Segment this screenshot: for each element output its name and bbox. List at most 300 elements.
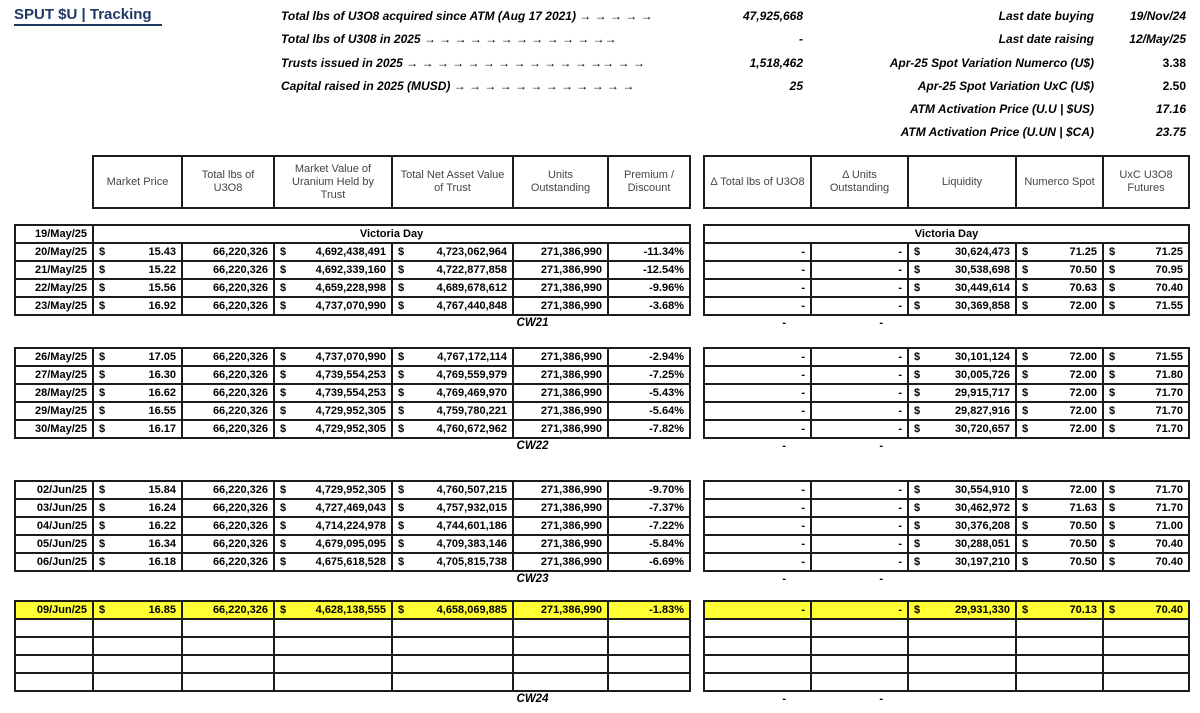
cell-premium[interactable]: -5.64% xyxy=(608,402,690,420)
cell-market-value[interactable]: $ 4,714,224,978 xyxy=(274,517,392,535)
cell-delta-lbs[interactable]: - xyxy=(704,535,811,553)
cell-numerco-spot[interactable]: $ 72.00 xyxy=(1016,420,1103,438)
data-row xyxy=(15,261,690,279)
cell-liquidity[interactable]: $ 30,197,210 xyxy=(908,553,1016,571)
cell-units[interactable]: 271,386,990 xyxy=(513,297,608,315)
empty-row xyxy=(704,637,1189,655)
cell-total-lbs[interactable]: 66,220,326 xyxy=(182,261,274,279)
empty-cell[interactable] xyxy=(1103,619,1189,637)
cell-nav[interactable]: $ 4,689,678,612 xyxy=(392,279,513,297)
empty-cell[interactable] xyxy=(392,637,513,655)
data-row xyxy=(704,348,1189,366)
cell-date[interactable]: 26/May/25 xyxy=(15,348,93,366)
empty-cell[interactable] xyxy=(1103,673,1189,691)
cell-delta-units[interactable]: - xyxy=(811,481,908,499)
cell-numerco-spot[interactable]: $ 70.50 xyxy=(1016,553,1103,571)
cell-market-value[interactable]: $ 4,675,618,528 xyxy=(274,553,392,571)
cell-uxc-futures[interactable]: $ 71.70 xyxy=(1103,420,1189,438)
empty-cell[interactable] xyxy=(608,673,690,691)
cell-nav[interactable]: $ 4,658,069,885 xyxy=(392,601,513,619)
column-header-delta-lbs[interactable]: Δ Total lbs of U3O8 xyxy=(704,156,811,208)
cell-total-lbs[interactable]: 66,220,326 xyxy=(182,481,274,499)
cell-numerco-spot[interactable]: $ 72.00 xyxy=(1016,402,1103,420)
cell-total-lbs[interactable]: 66,220,326 xyxy=(182,553,274,571)
cell-units[interactable]: 271,386,990 xyxy=(513,517,608,535)
cell-market-value[interactable]: $ 4,679,095,095 xyxy=(274,535,392,553)
empty-cell[interactable] xyxy=(811,637,908,655)
cell-liquidity[interactable]: $ 29,827,916 xyxy=(908,402,1016,420)
week-cw22-left-table xyxy=(14,347,691,439)
cell-total-lbs[interactable]: 66,220,326 xyxy=(182,366,274,384)
cell-liquidity[interactable]: $ 30,376,208 xyxy=(908,517,1016,535)
cell-premium[interactable]: -9.70% xyxy=(608,481,690,499)
cell-units[interactable]: 271,386,990 xyxy=(513,384,608,402)
cell-liquidity[interactable]: $ 29,931,330 xyxy=(908,601,1016,619)
cell-date[interactable]: 09/Jun/25 xyxy=(15,601,93,619)
data-row xyxy=(704,402,1189,420)
cell-premium[interactable]: -7.25% xyxy=(608,366,690,384)
cell-market-value[interactable]: $ 4,729,952,305 xyxy=(274,402,392,420)
empty-cell[interactable] xyxy=(908,655,1016,673)
cell-market-value[interactable]: $ 4,737,070,990 xyxy=(274,348,392,366)
cell-delta-lbs[interactable]: - xyxy=(704,420,811,438)
cell-numerco-spot[interactable]: $ 70.50 xyxy=(1016,261,1103,279)
cell-market-price[interactable]: $ 16.62 xyxy=(93,384,182,402)
cell-units[interactable]: 271,386,990 xyxy=(513,535,608,553)
cell-nav[interactable]: $ 4,760,672,962 xyxy=(392,420,513,438)
empty-row xyxy=(704,655,1189,673)
empty-cell[interactable] xyxy=(274,637,392,655)
cell-total-lbs[interactable]: 66,220,326 xyxy=(182,297,274,315)
cell-uxc-futures[interactable]: $ 71.70 xyxy=(1103,402,1189,420)
cell-delta-units[interactable]: - xyxy=(811,384,908,402)
cell-numerco-spot[interactable]: $ 72.00 xyxy=(1016,366,1103,384)
cell-units[interactable]: 271,386,990 xyxy=(513,243,608,261)
column-header-nav[interactable]: Total Net Asset Value of Trust xyxy=(392,156,513,208)
cell-liquidity[interactable]: $ 30,538,698 xyxy=(908,261,1016,279)
cell-market-price[interactable]: $ 16.55 xyxy=(93,402,182,420)
annotation-label: Total lbs of U3O8 acquired since ATM (Aug 17 2021) → → → → → xyxy=(281,9,653,23)
cell-nav[interactable]: $ 4,759,780,221 xyxy=(392,402,513,420)
cell-delta-units[interactable]: - xyxy=(811,601,908,619)
cell-total-lbs[interactable]: 66,220,326 xyxy=(182,420,274,438)
cell-date[interactable]: 30/May/25 xyxy=(15,420,93,438)
cell-delta-lbs[interactable]: - xyxy=(704,402,811,420)
empty-cell[interactable] xyxy=(513,655,608,673)
column-header-units[interactable]: Units Outstanding xyxy=(513,156,608,208)
empty-cell[interactable] xyxy=(15,673,93,691)
cell-market-price[interactable]: $ 15.22 xyxy=(93,261,182,279)
cell-delta-lbs[interactable]: - xyxy=(704,366,811,384)
cell-uxc-futures[interactable]: $ 71.70 xyxy=(1103,499,1189,517)
cell-market-value[interactable]: $ 4,729,952,305 xyxy=(274,481,392,499)
cell-numerco-spot[interactable]: $ 72.00 xyxy=(1016,384,1103,402)
cell-total-lbs[interactable]: 66,220,326 xyxy=(182,499,274,517)
cell-premium[interactable]: -9.96% xyxy=(608,279,690,297)
cell-liquidity[interactable]: $ 30,720,657 xyxy=(908,420,1016,438)
empty-cell[interactable] xyxy=(513,637,608,655)
cell-date[interactable]: 29/May/25 xyxy=(15,402,93,420)
cell-uxc-futures[interactable]: $ 71.70 xyxy=(1103,481,1189,499)
data-row xyxy=(15,535,690,553)
empty-cell[interactable] xyxy=(608,619,690,637)
cell-market-value[interactable]: $ 4,739,554,253 xyxy=(274,384,392,402)
empty-cell[interactable] xyxy=(392,619,513,637)
data-row xyxy=(704,297,1189,315)
cell-delta-units[interactable]: - xyxy=(811,499,908,517)
empty-cell[interactable] xyxy=(1016,655,1103,673)
empty-cell[interactable] xyxy=(392,673,513,691)
cell-delta-lbs[interactable]: - xyxy=(704,243,811,261)
cell-uxc-futures[interactable]: $ 70.40 xyxy=(1103,535,1189,553)
cell-uxc-futures[interactable]: $ 71.55 xyxy=(1103,348,1189,366)
annotation-label: ATM Activation Price (U.UN | $CA) xyxy=(900,125,1094,139)
cell-total-lbs[interactable]: 66,220,326 xyxy=(182,535,274,553)
cell-units[interactable]: 271,386,990 xyxy=(513,348,608,366)
cell-numerco-spot[interactable]: $ 70.50 xyxy=(1016,535,1103,553)
empty-cell[interactable] xyxy=(1103,637,1189,655)
header-row xyxy=(93,156,690,208)
cell-market-value[interactable]: $ 4,727,469,043 xyxy=(274,499,392,517)
cell-units[interactable]: 271,386,990 xyxy=(513,261,608,279)
weekly-delta-units-total: - xyxy=(879,317,883,329)
cell-uxc-futures[interactable]: $ 71.70 xyxy=(1103,384,1189,402)
cell-date[interactable]: 02/Jun/25 xyxy=(15,481,93,499)
cell-premium[interactable]: -11.34% xyxy=(608,243,690,261)
cell-market-price[interactable]: $ 16.24 xyxy=(93,499,182,517)
cell-numerco-spot[interactable]: $ 71.63 xyxy=(1016,499,1103,517)
cell-total-lbs[interactable]: 66,220,326 xyxy=(182,348,274,366)
cell-delta-lbs[interactable]: - xyxy=(704,481,811,499)
cell-liquidity[interactable]: $ 30,624,473 xyxy=(908,243,1016,261)
cell-nav[interactable]: $ 4,709,383,146 xyxy=(392,535,513,553)
cell-total-lbs[interactable]: 66,220,326 xyxy=(182,279,274,297)
cell-date[interactable]: 23/May/25 xyxy=(15,297,93,315)
cell-date[interactable]: 28/May/25 xyxy=(15,384,93,402)
cell-premium[interactable]: -7.82% xyxy=(608,420,690,438)
cell-market-value[interactable]: $ 4,659,228,998 xyxy=(274,279,392,297)
week-footer-cw22 xyxy=(0,440,1200,454)
cell-units[interactable]: 271,386,990 xyxy=(513,366,608,384)
cell-date[interactable]: 06/Jun/25 xyxy=(15,553,93,571)
cell-delta-units[interactable]: - xyxy=(811,517,908,535)
cell-market-value[interactable]: $ 4,628,138,555 xyxy=(274,601,392,619)
empty-cell[interactable] xyxy=(15,619,93,637)
cell-delta-lbs[interactable]: - xyxy=(704,553,811,571)
cell-nav[interactable]: $ 4,722,877,858 xyxy=(392,261,513,279)
cell-delta-units[interactable]: - xyxy=(811,297,908,315)
cell-date[interactable]: 21/May/25 xyxy=(15,261,93,279)
cell-market-value[interactable]: $ 4,692,339,160 xyxy=(274,261,392,279)
cell-date[interactable]: 03/Jun/25 xyxy=(15,499,93,517)
empty-cell[interactable] xyxy=(704,637,811,655)
cell-total-lbs[interactable]: 66,220,326 xyxy=(182,517,274,535)
data-row xyxy=(15,420,690,438)
weekly-delta-lbs-total: - xyxy=(782,693,786,705)
empty-cell[interactable] xyxy=(274,673,392,691)
holiday-label[interactable]: Victoria Day xyxy=(704,225,1189,243)
cell-uxc-futures[interactable]: $ 70.40 xyxy=(1103,279,1189,297)
cell-market-value[interactable]: $ 4,737,070,990 xyxy=(274,297,392,315)
cell-nav[interactable]: $ 4,767,172,114 xyxy=(392,348,513,366)
cell-liquidity[interactable]: $ 30,554,910 xyxy=(908,481,1016,499)
annotation-value: 17.16 xyxy=(1155,102,1186,116)
annotation-label: Capital raised in 2025 (MUSD) → → → → → → → → → → → → xyxy=(281,79,635,93)
empty-cell[interactable] xyxy=(1103,655,1189,673)
cell-date[interactable]: 05/Jun/25 xyxy=(15,535,93,553)
cell-market-price[interactable]: $ 16.85 xyxy=(93,601,182,619)
cell-delta-lbs[interactable]: - xyxy=(704,297,811,315)
annotation-label: Total lbs of U308 in 2025 → → → → → → → → → → → →→ xyxy=(281,32,617,46)
cell-premium[interactable]: -5.84% xyxy=(608,535,690,553)
empty-row xyxy=(704,619,1189,637)
cell-numerco-spot[interactable]: $ 72.00 xyxy=(1016,481,1103,499)
empty-cell[interactable] xyxy=(908,619,1016,637)
empty-cell[interactable] xyxy=(1016,637,1103,655)
empty-cell[interactable] xyxy=(513,619,608,637)
column-header-total-lbs[interactable]: Total lbs of U3O8 xyxy=(182,156,274,208)
empty-row xyxy=(15,655,690,673)
cell-nav[interactable]: $ 4,723,062,964 xyxy=(392,243,513,261)
cell-numerco-spot[interactable]: $ 70.13 xyxy=(1016,601,1103,619)
cell-market-value[interactable]: $ 4,739,554,253 xyxy=(274,366,392,384)
cell-liquidity[interactable]: $ 30,462,972 xyxy=(908,499,1016,517)
empty-cell[interactable] xyxy=(93,637,182,655)
empty-cell[interactable] xyxy=(811,673,908,691)
annotation-value: 19/Nov/24 xyxy=(1129,9,1186,23)
cell-total-lbs[interactable]: 66,220,326 xyxy=(182,384,274,402)
empty-cell[interactable] xyxy=(15,655,93,673)
annotation-value: 2.50 xyxy=(1162,79,1186,93)
weekly-delta-units-total: - xyxy=(879,693,883,705)
data-row xyxy=(704,535,1189,553)
cell-market-price[interactable]: $ 15.56 xyxy=(93,279,182,297)
empty-cell[interactable] xyxy=(908,637,1016,655)
cell-numerco-spot[interactable]: $ 71.25 xyxy=(1016,243,1103,261)
empty-cell[interactable] xyxy=(513,673,608,691)
empty-row xyxy=(15,673,690,691)
cell-market-price[interactable]: $ 16.18 xyxy=(93,553,182,571)
data-row xyxy=(704,420,1189,438)
cell-units[interactable]: 271,386,990 xyxy=(513,402,608,420)
cell-uxc-futures[interactable]: $ 71.25 xyxy=(1103,243,1189,261)
cell-nav[interactable]: $ 4,705,815,738 xyxy=(392,553,513,571)
current-day-row xyxy=(15,601,690,619)
cell-delta-lbs[interactable]: - xyxy=(704,384,811,402)
cell-market-value[interactable]: $ 4,692,438,491 xyxy=(274,243,392,261)
cell-premium[interactable]: -2.94% xyxy=(608,348,690,366)
cell-liquidity[interactable]: $ 30,449,614 xyxy=(908,279,1016,297)
week-cw21-right-table xyxy=(703,224,1190,316)
cell-nav[interactable]: $ 4,769,469,970 xyxy=(392,384,513,402)
data-row xyxy=(15,517,690,535)
annotation-value: 25 xyxy=(789,79,803,93)
cell-units[interactable]: 271,386,990 xyxy=(513,481,608,499)
cell-market-price[interactable]: $ 16.22 xyxy=(93,517,182,535)
annotation-value: - xyxy=(799,32,803,46)
cell-total-lbs[interactable]: 66,220,326 xyxy=(182,601,274,619)
cell-total-lbs[interactable]: 66,220,326 xyxy=(182,402,274,420)
cell-nav[interactable]: $ 4,744,601,186 xyxy=(392,517,513,535)
cell-premium[interactable]: -7.37% xyxy=(608,499,690,517)
cell-premium[interactable]: -5.43% xyxy=(608,384,690,402)
cell-nav[interactable]: $ 4,767,440,848 xyxy=(392,297,513,315)
column-header-market-value[interactable]: Market Value of Uranium Held by Trust xyxy=(274,156,392,208)
empty-cell[interactable] xyxy=(1016,673,1103,691)
cell-delta-lbs[interactable]: - xyxy=(704,279,811,297)
empty-cell[interactable] xyxy=(608,637,690,655)
cell-liquidity[interactable]: $ 30,005,726 xyxy=(908,366,1016,384)
empty-cell[interactable] xyxy=(182,673,274,691)
column-header-market-price[interactable]: Market Price xyxy=(93,156,182,208)
empty-cell[interactable] xyxy=(704,619,811,637)
cell-delta-units[interactable]: - xyxy=(811,261,908,279)
weekly-delta-units-total: - xyxy=(879,440,883,452)
data-row xyxy=(15,499,690,517)
cell-delta-units[interactable]: - xyxy=(811,535,908,553)
cell-nav[interactable]: $ 4,757,932,015 xyxy=(392,499,513,517)
cell-numerco-spot[interactable]: $ 70.63 xyxy=(1016,279,1103,297)
annotation-value: 12/May/25 xyxy=(1129,32,1186,46)
holiday-row xyxy=(704,225,1189,243)
cell-numerco-spot[interactable]: $ 72.00 xyxy=(1016,297,1103,315)
cell-liquidity[interactable]: $ 30,288,051 xyxy=(908,535,1016,553)
cell-delta-lbs[interactable]: - xyxy=(704,517,811,535)
data-row xyxy=(704,481,1189,499)
annotation-label: Apr-25 Spot Variation UxC (U$) xyxy=(917,79,1094,93)
empty-cell[interactable] xyxy=(93,673,182,691)
column-header-delta-units[interactable]: Δ Units Outstanding xyxy=(811,156,908,208)
cell-uxc-futures[interactable]: $ 70.40 xyxy=(1103,601,1189,619)
cell-premium[interactable]: -1.83% xyxy=(608,601,690,619)
cell-uxc-futures[interactable]: $ 71.80 xyxy=(1103,366,1189,384)
cell-uxc-futures[interactable]: $ 70.95 xyxy=(1103,261,1189,279)
annotation-label: Last date buying xyxy=(998,9,1094,23)
cell-delta-units[interactable]: - xyxy=(811,366,908,384)
empty-cell[interactable] xyxy=(15,637,93,655)
data-row xyxy=(15,279,690,297)
data-row xyxy=(704,499,1189,517)
cell-numerco-spot[interactable]: $ 70.50 xyxy=(1016,517,1103,535)
annotation-label: Trusts issued in 2025 → → → → → → → → → → → → →→ → → xyxy=(281,56,645,70)
cell-date[interactable]: 22/May/25 xyxy=(15,279,93,297)
cell-market-price[interactable]: $ 17.05 xyxy=(93,348,182,366)
cell-market-price[interactable]: $ 15.43 xyxy=(93,243,182,261)
empty-cell[interactable] xyxy=(93,619,182,637)
cell-date[interactable]: 27/May/25 xyxy=(15,366,93,384)
column-header-numerco-spot[interactable]: Numerco Spot xyxy=(1016,156,1103,208)
cell-delta-lbs[interactable]: - xyxy=(704,348,811,366)
weekly-delta-lbs-total: - xyxy=(782,440,786,452)
right-table-header xyxy=(703,155,1190,209)
cell-delta-lbs[interactable]: - xyxy=(704,261,811,279)
cell-delta-units[interactable]: - xyxy=(811,553,908,571)
cell-uxc-futures[interactable]: $ 71.00 xyxy=(1103,517,1189,535)
annotation-value: 3.38 xyxy=(1162,56,1186,70)
week-cw21-left-table xyxy=(14,224,691,316)
cell-delta-units[interactable]: - xyxy=(811,279,908,297)
cell-liquidity[interactable]: $ 30,369,858 xyxy=(908,297,1016,315)
data-row xyxy=(704,261,1189,279)
cell-market-price[interactable]: $ 16.30 xyxy=(93,366,182,384)
data-row xyxy=(15,348,690,366)
cell-market-price[interactable]: $ 16.92 xyxy=(93,297,182,315)
cell-delta-units[interactable]: - xyxy=(811,420,908,438)
cell-uxc-futures[interactable]: $ 71.55 xyxy=(1103,297,1189,315)
week-footer-cw21 xyxy=(0,317,1200,331)
cell-units[interactable]: 271,386,990 xyxy=(513,499,608,517)
empty-cell[interactable] xyxy=(811,655,908,673)
cell-premium[interactable]: -7.22% xyxy=(608,517,690,535)
cell-delta-lbs[interactable]: - xyxy=(704,601,811,619)
cell-date[interactable]: 19/May/25 xyxy=(15,225,93,243)
empty-cell[interactable] xyxy=(704,655,811,673)
cell-uxc-futures[interactable]: $ 70.40 xyxy=(1103,553,1189,571)
annotation-value: 47,925,668 xyxy=(742,9,803,23)
column-header-liquidity[interactable]: Liquidity xyxy=(908,156,1016,208)
header-row xyxy=(704,156,1189,208)
cell-units[interactable]: 271,386,990 xyxy=(513,279,608,297)
cell-units[interactable]: 271,386,990 xyxy=(513,553,608,571)
cell-numerco-spot[interactable]: $ 72.00 xyxy=(1016,348,1103,366)
column-header-uxc-futures[interactable]: UxC U3O8 Futures xyxy=(1103,156,1189,208)
cell-market-price[interactable]: $ 16.17 xyxy=(93,420,182,438)
empty-cell[interactable] xyxy=(182,637,274,655)
cell-date[interactable]: 04/Jun/25 xyxy=(15,517,93,535)
empty-cell[interactable] xyxy=(274,655,392,673)
cell-delta-units[interactable]: - xyxy=(811,348,908,366)
empty-cell[interactable] xyxy=(392,655,513,673)
empty-cell[interactable] xyxy=(908,673,1016,691)
data-row xyxy=(15,243,690,261)
week-footer-cw24 xyxy=(0,693,1200,707)
cell-total-lbs[interactable]: 66,220,326 xyxy=(182,243,274,261)
empty-row xyxy=(15,637,690,655)
cell-premium[interactable]: -12.54% xyxy=(608,261,690,279)
cell-premium[interactable]: -6.69% xyxy=(608,553,690,571)
empty-cell[interactable] xyxy=(182,619,274,637)
empty-cell[interactable] xyxy=(608,655,690,673)
cell-market-value[interactable]: $ 4,729,952,305 xyxy=(274,420,392,438)
empty-cell[interactable] xyxy=(811,619,908,637)
empty-cell[interactable] xyxy=(274,619,392,637)
cell-units[interactable]: 271,386,990 xyxy=(513,420,608,438)
cell-premium[interactable]: -3.68% xyxy=(608,297,690,315)
empty-cell[interactable] xyxy=(704,673,811,691)
cell-market-price[interactable]: $ 15.84 xyxy=(93,481,182,499)
column-header-premium-discount[interactable]: Premium / Discount xyxy=(608,156,690,208)
cell-delta-units[interactable]: - xyxy=(811,402,908,420)
data-row xyxy=(704,553,1189,571)
cell-delta-units[interactable]: - xyxy=(811,243,908,261)
data-row xyxy=(15,481,690,499)
cell-nav[interactable]: $ 4,769,559,979 xyxy=(392,366,513,384)
annotation-label: ATM Activation Price (U.U | $US) xyxy=(909,102,1094,116)
cell-market-price[interactable]: $ 16.34 xyxy=(93,535,182,553)
data-row xyxy=(15,297,690,315)
holiday-label[interactable]: Victoria Day xyxy=(93,225,690,243)
cell-delta-lbs[interactable]: - xyxy=(704,499,811,517)
cell-date[interactable]: 20/May/25 xyxy=(15,243,93,261)
cell-liquidity[interactable]: $ 29,915,717 xyxy=(908,384,1016,402)
cell-units[interactable]: 271,386,990 xyxy=(513,601,608,619)
empty-cell[interactable] xyxy=(93,655,182,673)
cell-nav[interactable]: $ 4,760,507,215 xyxy=(392,481,513,499)
cell-liquidity[interactable]: $ 30,101,124 xyxy=(908,348,1016,366)
empty-row xyxy=(15,619,690,637)
empty-cell[interactable] xyxy=(1016,619,1103,637)
empty-cell[interactable] xyxy=(182,655,274,673)
